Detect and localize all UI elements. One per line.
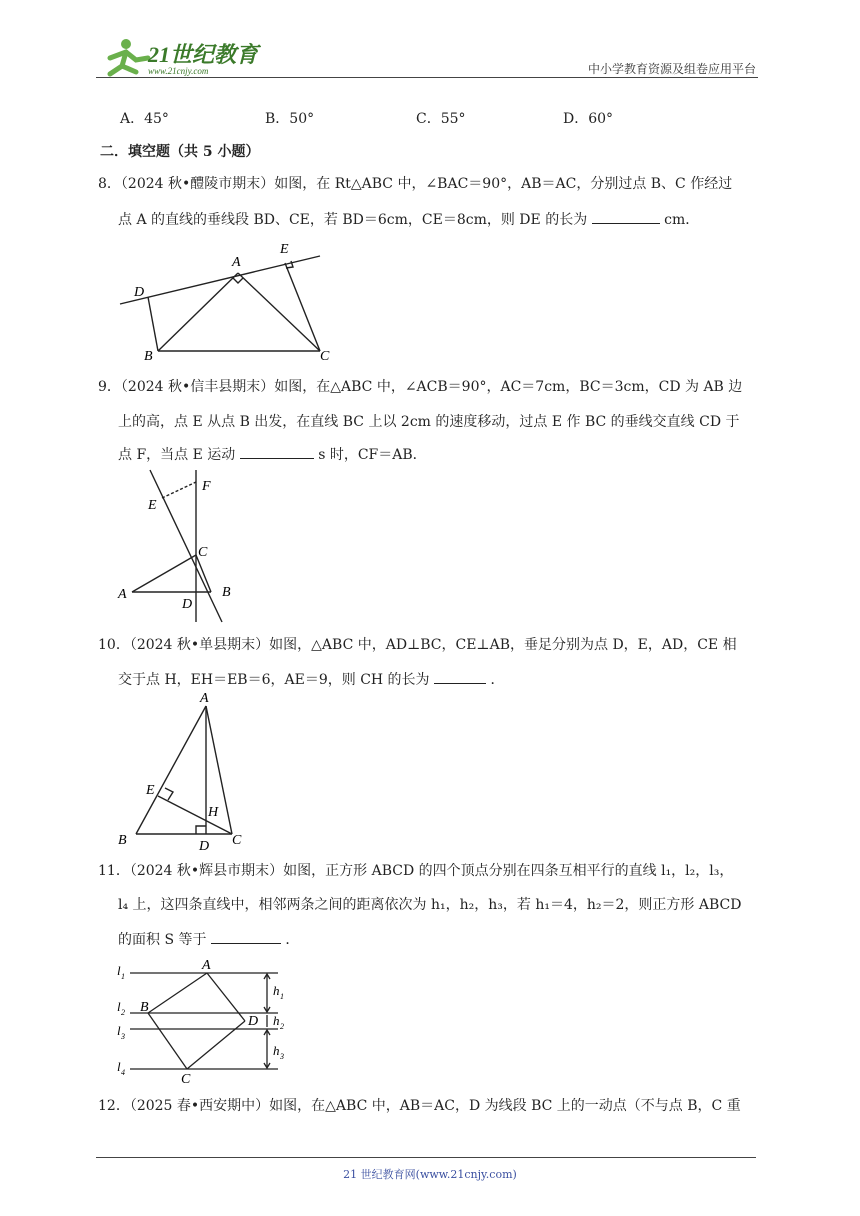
q9-label-f: F xyxy=(202,479,211,494)
q8-label-a: A xyxy=(232,255,241,270)
option-a: A．45° xyxy=(120,111,169,127)
logo-text: 21世纪教育 xyxy=(148,42,259,67)
q11-label-l1: l xyxy=(117,963,121,978)
q8-line2 xyxy=(118,209,699,230)
q11-label-h2: h xyxy=(273,1013,280,1028)
q10-period: ． xyxy=(490,672,505,688)
header-divider xyxy=(96,77,758,78)
q11-label-a: A xyxy=(202,958,211,973)
option-d: D．60° xyxy=(563,111,614,127)
q11-sub-l4: 4 xyxy=(121,1068,125,1077)
q11-label-d: D xyxy=(248,1014,259,1029)
q9-line1: 9．（2024 秋•信丰县期末）如图，在△ABC 中，∠ACB＝90°，AC＝7cm，BC＝3cm，CD 为 AB 边 xyxy=(98,379,743,395)
q9-text: 点 F，当点 E 运动 xyxy=(118,447,236,463)
q10-label-d: D xyxy=(199,839,210,852)
q10-label-h: H xyxy=(208,805,219,820)
q9-label-c: C xyxy=(198,545,208,560)
option-c: C．55° xyxy=(416,111,466,127)
q8-answer-blank xyxy=(592,209,660,224)
q10-label-c: C xyxy=(232,833,242,848)
q10-label-a: A xyxy=(200,692,209,706)
q11-label-h3: h xyxy=(273,1043,280,1058)
q11-label-b: B xyxy=(140,1000,149,1015)
q12-line1: 12．（2025 春•西安期中）如图，在△ABC 中，AB＝AC，D 为线段 BC 上的一动点（不与点 B，C 重 xyxy=(98,1098,741,1114)
q11-line2: l₄ 上，这四条直线中，相邻两条之间的距离依次为 h₁，h₂，h₃，若 h₁＝4，h₂＝2，则正方形 ABCD xyxy=(118,897,742,913)
q11-label-l2: l xyxy=(117,999,121,1014)
section-title: 二．填空题（共 5 小题） xyxy=(100,144,260,160)
q11-period: ． xyxy=(285,932,300,948)
q9-unit: s 时，CF＝AB． xyxy=(318,447,427,463)
q10-figure xyxy=(110,692,260,852)
option-b: B．50° xyxy=(265,111,315,127)
q11-sub-h3: 3 xyxy=(280,1052,284,1061)
logo-url: www.21cnjy.com xyxy=(148,66,209,76)
q9-label-e: E xyxy=(148,498,157,513)
q9-line3 xyxy=(118,444,427,465)
q8-text: 点 A 的直线的垂线段 BD、CE，若 BD＝6cm，CE＝8cm，则 DE 的长为 xyxy=(118,212,588,228)
q10-line2 xyxy=(118,669,504,690)
q11-label-h1: h xyxy=(273,983,280,998)
q8-label-d: D xyxy=(134,285,145,300)
q11-label-c: C xyxy=(181,1072,191,1085)
logo xyxy=(96,36,266,80)
footer-divider xyxy=(96,1157,756,1158)
q11-label-l4: l xyxy=(117,1059,121,1074)
q9-label-b: B xyxy=(222,585,231,600)
q10-text: 交于点 H，EH＝EB＝6，AE＝9，则 CH 的长为 xyxy=(118,672,430,688)
footer-text: 21 世纪教育网(www.21cnjy.com) xyxy=(343,1168,517,1181)
platform-name: 中小学教育资源及组卷应用平台 xyxy=(587,62,756,76)
q11-answer-blank xyxy=(211,929,281,944)
q8-figure xyxy=(110,236,340,366)
q11-text: 的面积 S 等于 xyxy=(118,932,207,948)
q8-label-e: E xyxy=(280,242,289,257)
q11-label-l3: l xyxy=(117,1023,121,1038)
q8-label-b: B xyxy=(144,349,153,364)
runner-icon xyxy=(110,39,148,74)
q9-label-d: D xyxy=(182,597,193,612)
q8-unit: cm． xyxy=(664,212,700,228)
q10-answer-blank xyxy=(434,669,486,684)
q9-label-a: A xyxy=(118,587,127,602)
q9-answer-blank xyxy=(240,444,314,459)
q11-sub-h2: 2 xyxy=(280,1022,284,1031)
q10-line1: 10．（2024 秋•单县期末）如图，△ABC 中，AD⊥BC，CE⊥AB，垂足分别为点 D，E，AD，CE 相 xyxy=(98,637,737,653)
q11-figure xyxy=(112,955,312,1085)
q11-line3 xyxy=(118,929,299,950)
q11-line1: 11．（2024 秋•辉县市期末）如图，正方形 ABCD 的四个顶点分别在四条互相平行的直线 l₁，l₂，l₃， xyxy=(98,863,734,879)
q10-label-b: B xyxy=(118,833,127,848)
q9-figure xyxy=(110,466,240,626)
q11-sub-l2: 2 xyxy=(121,1008,125,1017)
q10-label-e: E xyxy=(146,783,155,798)
q11-sub-l3: 3 xyxy=(121,1032,125,1041)
q11-sub-h1: 1 xyxy=(280,992,284,1001)
q8-line1: 8．（2024 秋•醴陵市期末）如图，在 Rt△ABC 中，∠BAC＝90°，AB＝AC，分别过点 B、C 作经过 xyxy=(98,176,733,192)
q8-label-c: C xyxy=(320,349,330,364)
q11-sub-l1: 1 xyxy=(121,972,125,981)
q9-line2: 上的高，点 E 从点 B 出发，在直线 BC 上以 2cm 的速度移动，过点 E 作 BC 的垂线交直线 CD 于 xyxy=(118,414,740,430)
